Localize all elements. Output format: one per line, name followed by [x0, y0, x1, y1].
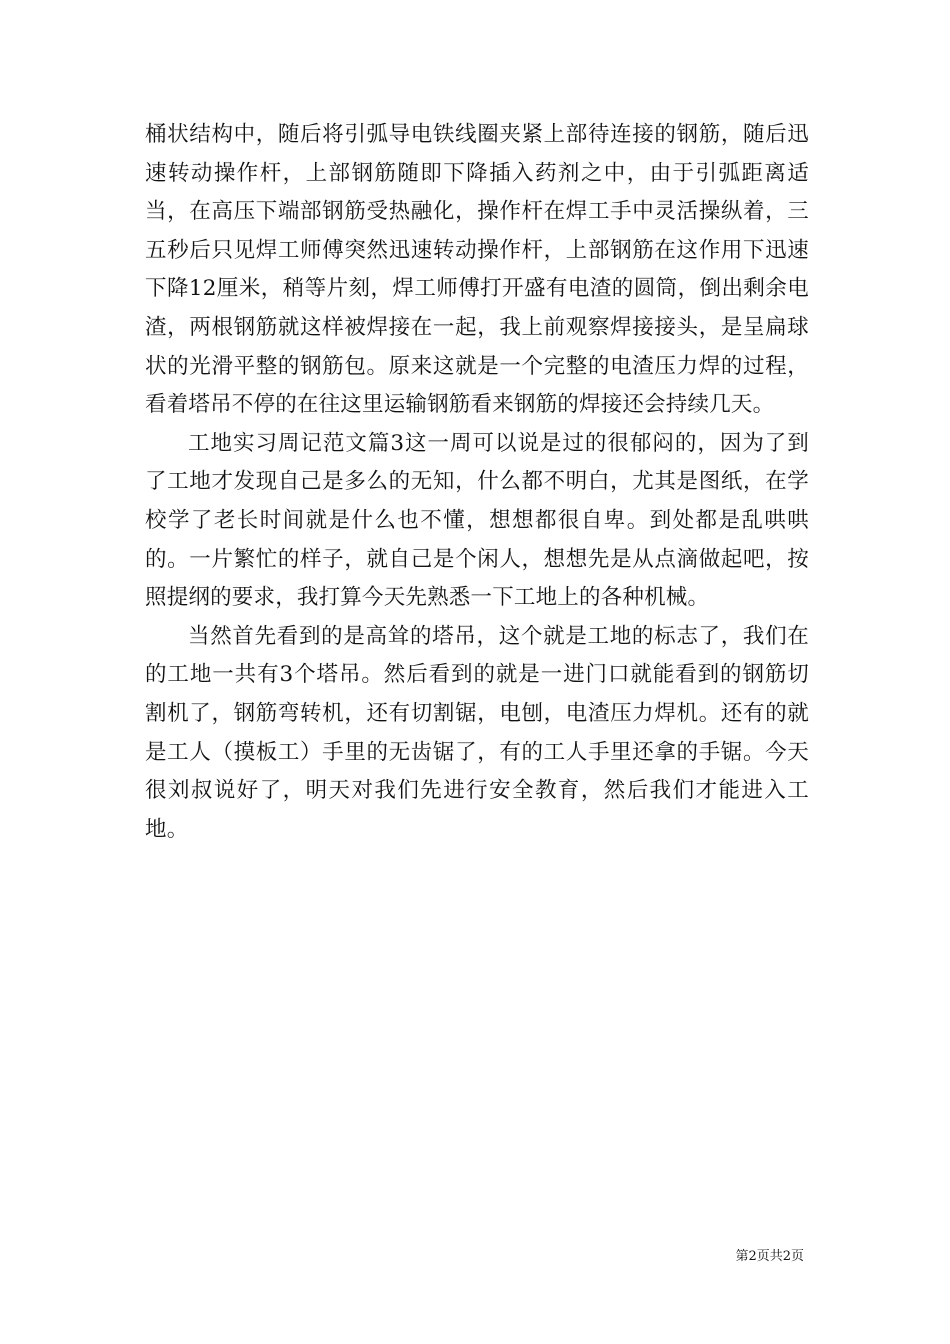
document-body: [145, 116, 809, 849]
paragraph-3: 当然首先看到的是高耸的塔吊，这个就是工地的标志了，我们在的工地一共有3个塔吊。然后看到的就是一进门口就能看到的钢筋切割机了，钢筋弯转机，还有切割锯，电刨，电渣压力焊机。还有的就是工人（摸板工）手里的无齿锯了，有的工人手里还拿的手锯。今天很刘叔说好了，明天对我们先进行安全教育，然后我们才能进入工地。: [145, 623, 809, 842]
paragraph-1: 桶状结构中，随后将引弧导电铁线圈夹紧上部待连接的钢筋，随后迅速转动操作杆，上部钢筋随即下降插入药剂之中，由于引弧距离适当，在高压下端部钢筋受热融化，操作杆在焊工手中灵活操纵着，三五秒后只见焊工师傅突然迅速转动操作杆，上部钢筋在这作用下迅速下降12厘米，稍等片刻，焊工师傅打开盛有电渣的圆筒，倒出剩余电渣，两根钢筋就这样被焊接在一起，我上前观察焊接接头，是呈扁球状的光滑平整的钢筋包。原来这就是一个完整的电渣压力焊的过程，看着塔吊不停的在往这里运输钢筋看来钢筋的焊接还会持续几天。: [145, 122, 809, 418]
page-number-footer: 第2页共2页: [735, 1249, 804, 1264]
paragraph-2: 工地实习周记范文篇3这一周可以说是过的很郁闷的，因为了到了工地才发现自己是多么的无知，什么都不明白，尤其是图纸，在学校学了老长时间就是什么也不懂，想想都很自卑。到处都是乱哄哄的。一片繁忙的样子，就自己是个闲人，想想先是从点滴做起吧，按照提纲的要求，我打算今天先熟悉一下工地上的各种机械。: [145, 430, 809, 611]
